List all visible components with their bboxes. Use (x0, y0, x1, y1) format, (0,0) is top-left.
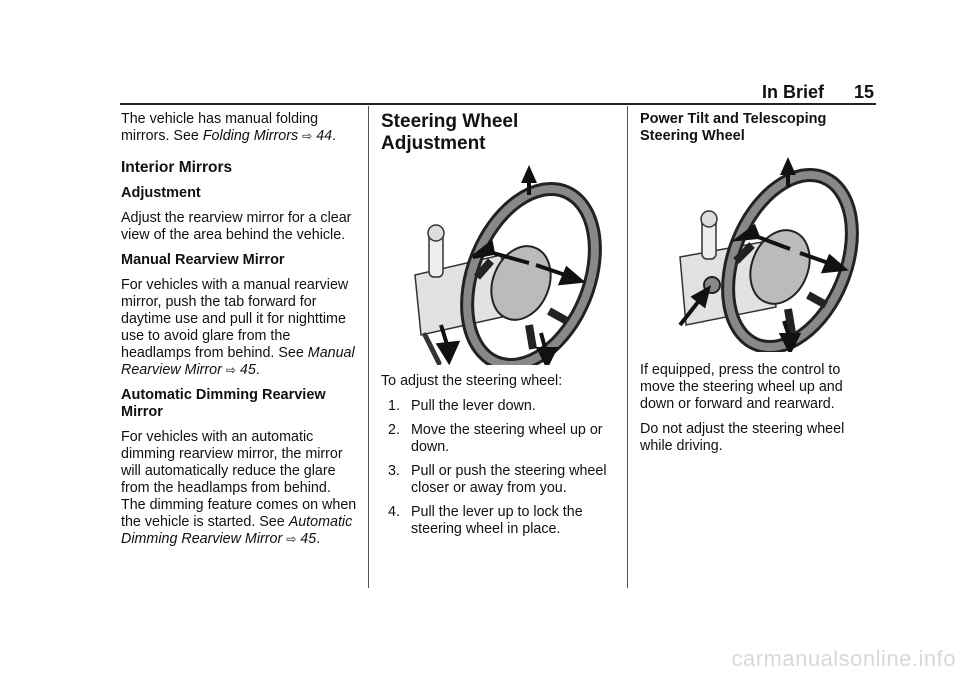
manual-mirror-subheading: Manual Rearview Mirror (121, 252, 285, 268)
steering-adjust-heading: Steering Wheel Adjustment (381, 111, 519, 154)
watermark: carmanualsonline.info (731, 646, 956, 671)
column-2 (381, 111, 617, 545)
steering-intro: To adjust the steering wheel: (381, 373, 563, 389)
list-item: 2. Move the steering wheel up or down. (388, 422, 603, 455)
column-divider-1 (368, 106, 369, 588)
list-item: 4. Pull the lever up to lock the steering wheel in place. (388, 504, 583, 537)
auto-dimming-subheading: Automatic Dimming Rearview Mirror (121, 387, 326, 420)
auto-dimming-paragraph: For vehicles with an automatic dimming rearview mirror, the mirror will automatically reduce the glare from the headlamps from behind. The dimming feature comes on when the vehicle is started. See Automatic Dimming Rearview Mirror ⇨ 45. (121, 429, 357, 547)
column-divider-2 (627, 106, 628, 588)
list-item: 1. Pull the lever down. (388, 398, 536, 414)
steering-wheel-manual-illustration (381, 165, 617, 365)
folding-mirrors-link[interactable]: Folding Mirrors (202, 128, 299, 144)
driving-warning-paragraph: Do not adjust the steering wheel while driving. (640, 421, 845, 454)
auto-dimming-link[interactable]: Automatic Dimming Rearview Mirror (121, 514, 353, 547)
interior-mirrors-heading: Interior Mirrors (121, 159, 233, 176)
folding-mirrors-paragraph: The vehicle has manual folding mirrors. See Folding Mirrors ⇨ 44. (121, 111, 337, 144)
list-item: 3. Pull or push the steering wheel closer or away from you. (388, 463, 607, 496)
manual-mirror-paragraph: For vehicles with a manual rearview mirror, push the tab forward for daytime use and pull it for nighttime use to avoid glare from the headlamps from behind. See Manual Rearview Mirror ⇨ 45. (121, 277, 355, 378)
page-ref-icon: ⇨ (302, 129, 313, 143)
adjustment-paragraph: Adjust the rearview mirror for a clear view of the area behind the vehicle. (121, 210, 352, 243)
power-tilt-heading: Power Tilt and Telescoping Steering Wheel (640, 111, 827, 144)
column-3 (640, 111, 876, 463)
section-title: In Brief (761, 82, 824, 102)
power-steering-wheel-illustration (640, 157, 876, 352)
steering-steps (381, 398, 617, 538)
header-rule (120, 103, 876, 105)
power-tilt-paragraph: If equipped, press the control to move the steering wheel up and down or forward and rearward. (640, 362, 843, 412)
auto-dimming-page[interactable]: 45 (300, 531, 317, 547)
page-ref-icon: ⇨ (286, 532, 297, 546)
adjustment-subheading: Adjustment (121, 185, 201, 201)
page-number: 15 (853, 82, 874, 102)
manual-mirror-link[interactable]: Manual Rearview Mirror (121, 345, 355, 378)
column-1 (121, 111, 359, 556)
manual-mirror-page[interactable]: 45 (239, 362, 256, 378)
folding-mirrors-page[interactable]: 44 (316, 128, 333, 144)
page-ref-icon: ⇨ (225, 363, 236, 377)
